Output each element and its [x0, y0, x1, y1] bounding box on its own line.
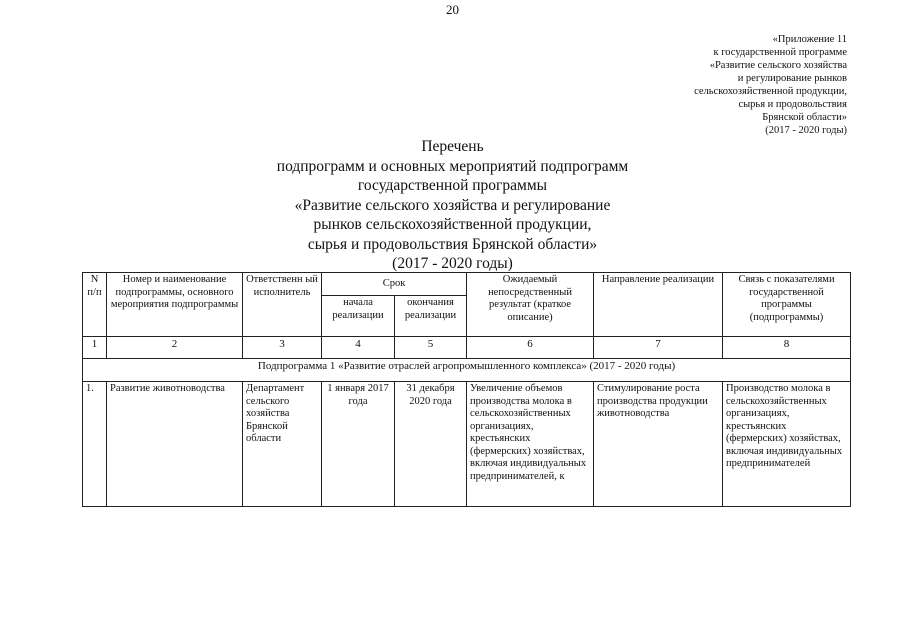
header-term-start: начала реализации	[322, 296, 395, 337]
appendix-line: «Приложение 11	[772, 34, 847, 45]
page-number: 20	[446, 2, 459, 17]
column-number: 7	[594, 337, 723, 359]
appendix-line: «Развитие сельского хозяйства	[709, 60, 847, 71]
title-line: рынков сельскохозяйственной продукции,	[313, 216, 592, 233]
measures-table	[82, 272, 851, 507]
header-result: Ожидаемый непосредственный результат (краткое описание)	[467, 273, 594, 337]
title-line: государственной программы	[357, 177, 548, 194]
appendix-line: и регулирование рынков	[737, 73, 847, 84]
column-number: 3	[243, 337, 322, 359]
appendix-line: к государственной программе	[713, 47, 847, 58]
column-number: 6	[467, 337, 594, 359]
row-start: 1 января 2017 года	[322, 382, 395, 507]
header-direction: Направление реализации	[594, 273, 723, 337]
header-link: Связь с показателями государственной программы (подпрограммы)	[723, 273, 851, 337]
title-line: (2017 - 2020 годы)	[392, 255, 513, 272]
row-name: Развитие животноводства	[107, 382, 243, 507]
document-title	[0, 137, 905, 274]
header-responsible: Ответственн ый исполнитель	[243, 273, 322, 337]
column-number: 8	[723, 337, 851, 359]
appendix-line: сырья и продовольствия	[738, 99, 847, 110]
title-line: подпрограмм и основных мероприятий подпрограмм	[276, 157, 629, 175]
appendix-line: (2017 - 2020 годы)	[765, 125, 847, 136]
header-term-end: окончания реализации	[395, 296, 467, 337]
title-line: Перечень	[421, 138, 484, 155]
header-row	[83, 273, 851, 296]
header-num: N п/п	[83, 273, 107, 337]
row-link: Производство молока в сельскохозяйственных организациях, крестьянских (фермерских) хозяйствах, включая индивидуальных предпринимателей	[723, 382, 851, 507]
row-responsible: Департамент сельского хозяйства Брянской области	[243, 382, 322, 507]
column-number: 2	[107, 337, 243, 359]
column-numbers-row	[83, 337, 851, 359]
header-term: Срок	[322, 273, 467, 296]
appendix-line: сельскохозяйственной продукции,	[694, 86, 847, 97]
column-number: 4	[322, 337, 395, 359]
title-line: «Развитие сельского хозяйства и регулирование	[294, 196, 611, 214]
row-direction: Стимулирование роста производства продукции животноводства	[594, 382, 723, 507]
appendix-line: Брянской области»	[762, 112, 847, 123]
column-number: 5	[395, 337, 467, 359]
subprogram-row	[83, 359, 851, 382]
appendix-note	[694, 33, 847, 137]
column-number: 1	[83, 337, 107, 359]
row-num: 1.	[83, 382, 107, 507]
row-end: 31 декабря 2020 года	[395, 382, 467, 507]
subprogram-title: Подпрограмма 1 «Развитие отраслей агропромышленного комплекса» (2017 - 2020 годы)	[83, 359, 851, 382]
row-result: Увеличение объемов производства молока в сельскохозяйственных организациях, крестьянских (фермерских) хозяйствах, включая индивидуальных предпринимателей, к	[467, 382, 594, 507]
title-line: сырья и продовольствия Брянской области»	[307, 235, 598, 253]
table-row	[83, 382, 851, 507]
header-name: Номер и наименование подпрограммы, основного мероприятия подпрограммы	[107, 273, 243, 337]
